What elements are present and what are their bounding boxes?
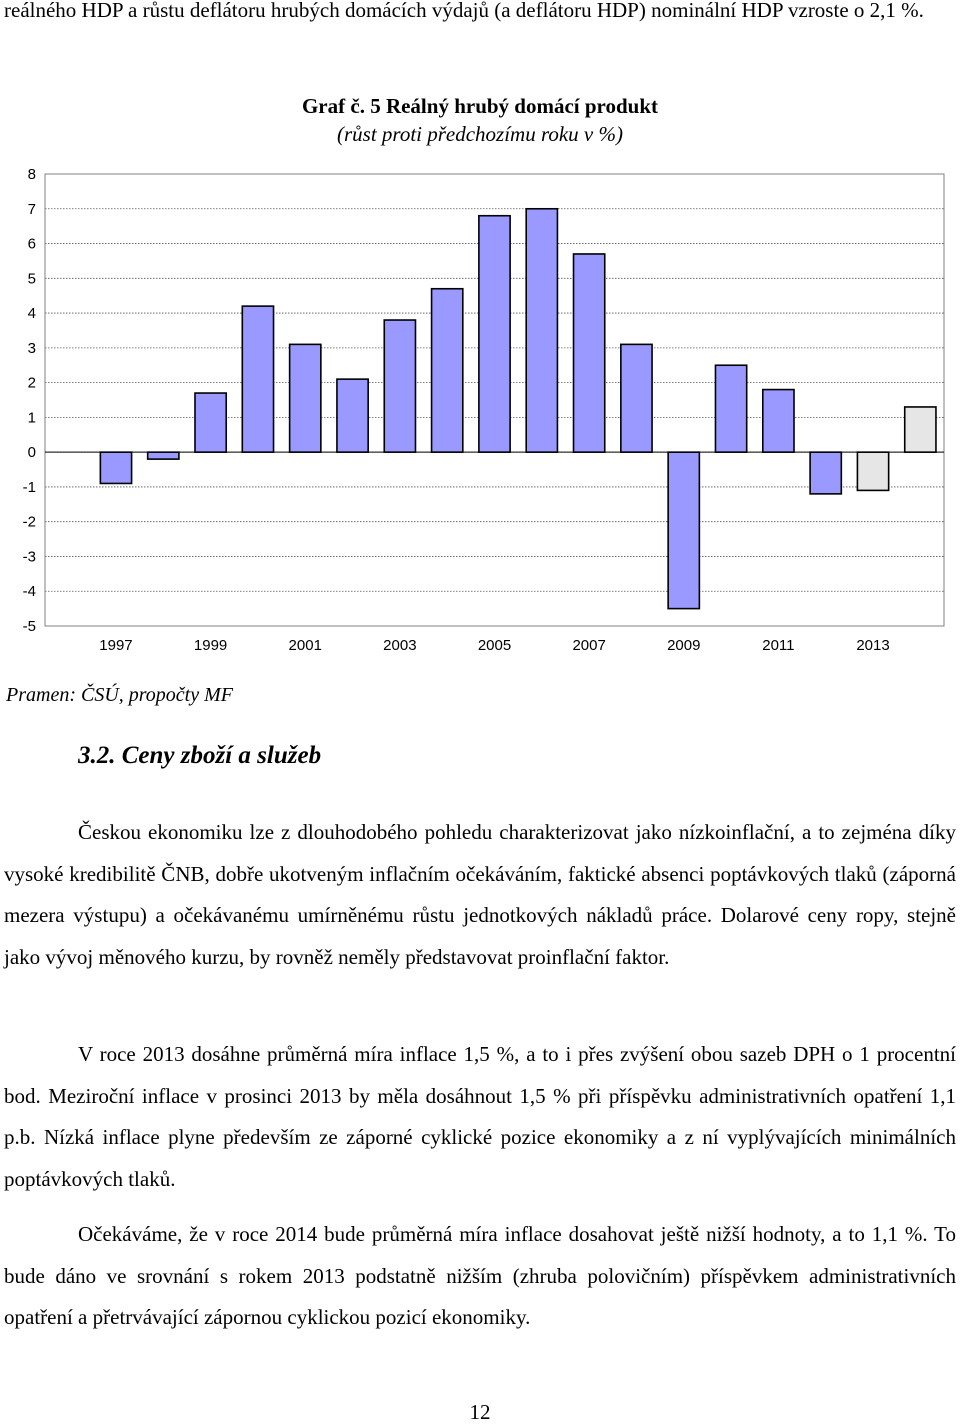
bar-2001 <box>290 344 321 452</box>
bar-2000 <box>242 306 273 452</box>
bar-2002 <box>337 379 368 452</box>
y-tick-label: 3 <box>27 339 36 357</box>
y-tick-label: -5 <box>22 618 36 635</box>
bar-2004 <box>432 289 463 452</box>
x-tick-label: 2007 <box>572 637 606 654</box>
y-tick-label: 8 <box>27 166 36 183</box>
chart-subtitle: (růst proti předchozímu roku v %) <box>337 122 623 146</box>
bar-2014 <box>905 407 936 452</box>
x-tick-label: 2001 <box>288 637 322 654</box>
y-tick-label: 0 <box>27 444 36 462</box>
bar-1998 <box>148 452 179 459</box>
paragraph-1: Českou ekonomiku lze z dlouhodobého pohledu charakterizovat jako nízkoinflační, a to zejména díky vysoké kredibilitě ČNB, dobře ukotveným inflačním očekáváním, faktické absenci poptávkových tlaků (záporná mezera výstupu) a očekávanému umírněnému růstu jednotkových nákladů práce. Dolarové ceny ropy, stejně jako vývoj měnového kurzu, by rovněž neměly představovat proinflační faktor. <box>4 820 956 969</box>
page-number: 12 <box>469 1400 491 1424</box>
bar-2012 <box>810 452 841 494</box>
chart-title: Graf č. 5 Reálný hrubý domácí produkt <box>301 94 659 118</box>
x-tick-label: 2005 <box>477 637 512 654</box>
y-tick-label: 2 <box>27 374 36 392</box>
paragraph-2: V roce 2013 dosáhne průměrná míra inflace 1,5 %, a to i přes zvýšení obou sazeb DPH o 1 procentní bod. Meziroční inflace v prosinci 2013 by měla dosáhnout 1,5 % při příspěvku administrativních opatření 1,1 p.b. Nízká inflace plyne především ze záporné cyklické pozice ekonomiky a z ní vyplývajících minimálních poptávkových tlaků. <box>4 1042 956 1191</box>
bar-2013 <box>857 452 888 490</box>
x-tick-label: 2009 <box>667 637 701 654</box>
y-tick-label: -4 <box>22 583 36 601</box>
y-tick-label: -1 <box>22 478 36 496</box>
y-tick-label: -2 <box>22 513 36 531</box>
bar-2003 <box>384 320 415 452</box>
bar-2008 <box>621 344 652 452</box>
y-tick-label: 5 <box>27 270 36 288</box>
y-tick-label: 7 <box>27 200 36 218</box>
intro-paragraph: reálného HDP a růstu deflátoru hrubých domácích výdajů (a deflátoru HDP) nominální HDP vzroste o 2,1 %. <box>4 0 924 22</box>
chart-title-block <box>0 92 960 148</box>
bar-2011 <box>763 390 794 453</box>
y-tick-label: -3 <box>22 548 36 566</box>
gdp-bar-chart <box>0 150 960 670</box>
bar-2010 <box>715 365 746 452</box>
section-heading: 3.2. Ceny zboží a služeb <box>78 742 322 769</box>
y-tick-label: 1 <box>27 409 36 427</box>
x-tick-label: 2003 <box>383 637 417 654</box>
y-tick-label: 4 <box>27 305 36 323</box>
x-tick-label: 2011 <box>762 637 795 654</box>
bar-2006 <box>526 209 557 452</box>
bar-1997 <box>100 452 131 483</box>
x-tick-label: 1997 <box>99 637 133 654</box>
bar-2009 <box>668 452 699 608</box>
bar-1999 <box>195 393 226 452</box>
x-tick-label: 1999 <box>193 637 228 654</box>
chart-source: Pramen: ČSÚ, propočty MF <box>6 684 233 706</box>
paragraph-3: Očekáváme, že v roce 2014 bude průměrná míra inflace dosahovat ještě nižší hodnoty, a to 1,1 %. To bude dáno ve srovnání s rokem 2013 podstatně nižším (zhruba polovičním) příspěvkem administrativních opatření a přetrvávající zápornou cyklickou pozicí ekonomiky. <box>4 1222 956 1329</box>
bar-2005 <box>479 216 510 452</box>
bar-2007 <box>574 254 605 452</box>
x-tick-label: 2013 <box>856 637 890 654</box>
y-tick-label: 6 <box>27 235 36 253</box>
